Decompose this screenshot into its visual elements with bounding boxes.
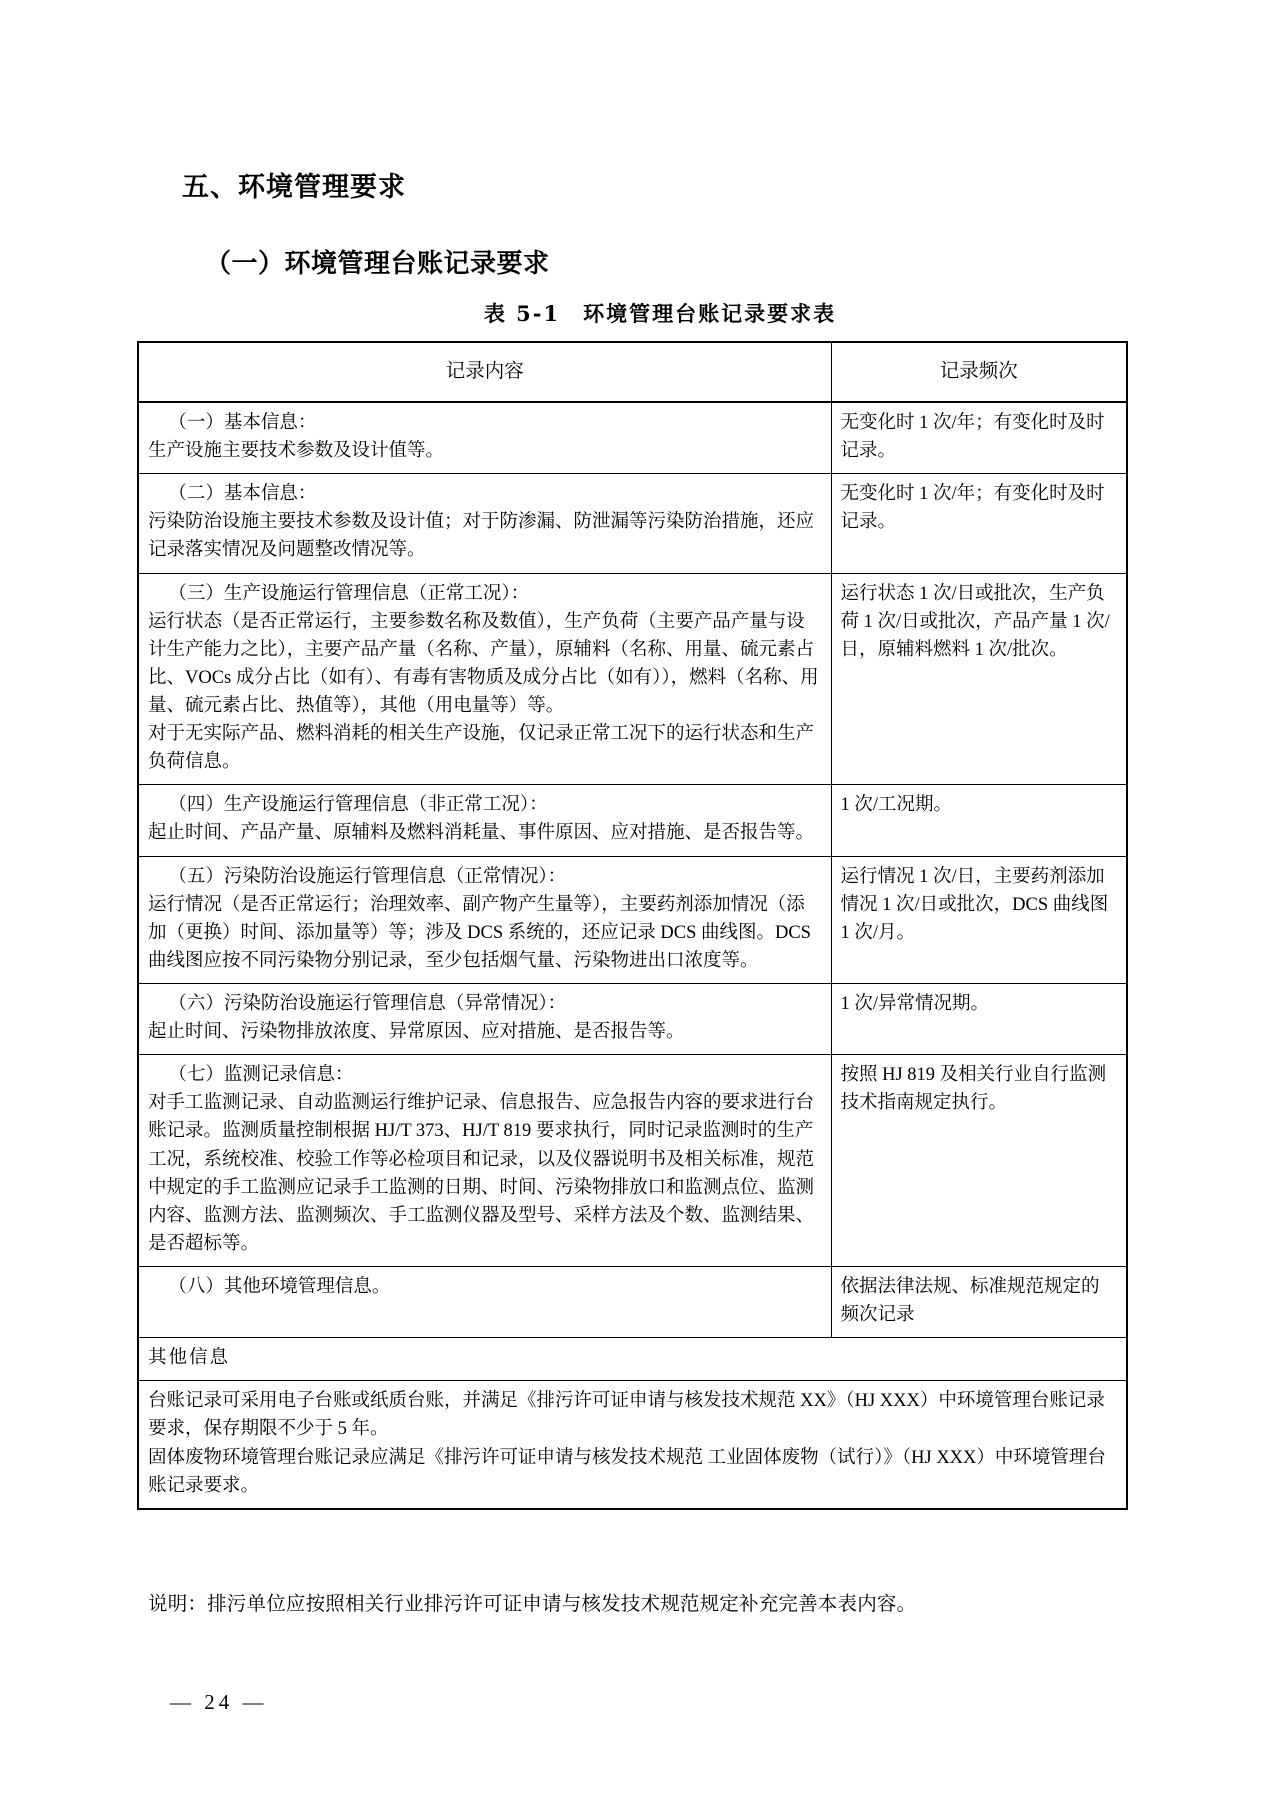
other-info-paragraph: 台账记录可采用电子台账或纸质台账，并满足《排污许可证申请与核发技术规范 XX》（HJ XXX）中环境管理台账记录要求，保存期限不少于 5 年。 <box>148 1391 1105 1440</box>
column-header-content: 记录内容 <box>138 342 831 402</box>
row-title: （六）污染防治设施运行管理信息（异常情况）： <box>168 993 567 1014</box>
table-row <box>138 573 1127 785</box>
row-content-cell <box>138 983 831 1054</box>
other-info-paragraph: 固体废物环境管理台账记录应满足《排污许可证申请与核发技术规范 工业固体废物（试行）》（HJ XXX）中环境管理台账记录要求。 <box>148 1447 1106 1496</box>
row-title: （二）基本信息： <box>168 484 317 505</box>
other-info-body <box>138 1381 1127 1509</box>
table-row <box>138 983 1127 1054</box>
row-body-line: 运行状态（是否正常运行，主要参数名称及数值），生产负荷（主要产品产量与设计生产能力之比），主要产品产量（名称、产量），原辅料（名称、用量、硫元素占比、VOCs 成分占比（如有）、有毒有害物质及成分占比（如有）），燃料（名称、用量、硫元素占比、热值等），其他（用电量等）等。 <box>148 611 819 716</box>
ledger-table <box>137 341 1128 1510</box>
table-row <box>138 474 1127 573</box>
row-frequency-cell: 1 次/工况期。 <box>831 785 1127 856</box>
row-body-line: 污染防治设施主要技术参数及设计值；对于防渗漏、防泄漏等污染防治措施，还应记录落实情况及问题整改情况等。 <box>148 512 815 561</box>
row-body-line: 对手工监测记录、自动监测运行维护记录、信息报告、应急报告内容的要求进行台账记录。监测质量控制根据 HJ/T 373、HJ/T 819 要求执行，同时记录监测时的生产工况，系统校准、校验工作等必检项目和记录，以及仪器说明书及相关标准，规范中规定的手工监测应记录手工监测的日期、时间、污染物排放口和监测点位、监测内容、监测方法、监测频次、手工监测仪器及型号、采样方法及个数、监测结果、是否超标等。 <box>148 1093 815 1254</box>
row-frequency-cell: 无变化时 1 次/年；有变化时及时记录。 <box>831 474 1127 573</box>
row-content-cell <box>138 573 831 785</box>
row-frequency-cell: 按照 HJ 819 及相关行业自行监测技术指南规定执行。 <box>831 1055 1127 1267</box>
row-content-cell <box>138 856 831 983</box>
row-body-line: 起止时间、污染物排放浓度、异常原因、应对措施、是否报告等。 <box>148 1022 685 1043</box>
row-title: （三）生产设施运行管理信息（正常工况）： <box>168 583 530 604</box>
row-title: （一）基本信息： <box>168 413 317 433</box>
other-info-body-row <box>138 1381 1127 1509</box>
column-header-frequency: 记录频次 <box>831 342 1127 402</box>
row-content-cell <box>138 1266 831 1337</box>
other-info-header-row <box>138 1338 1127 1381</box>
row-frequency-cell: 无变化时 1 次/年；有变化时及时记录。 <box>831 402 1127 474</box>
row-content-cell <box>138 785 831 856</box>
row-frequency-cell: 依据法律法规、标准规范规定的频次记录 <box>831 1266 1127 1337</box>
table-row <box>138 785 1127 856</box>
table-row <box>138 1055 1127 1267</box>
row-title: （七）监测记录信息： <box>168 1065 354 1086</box>
table-footnote: 说明：排污单位应按照相关行业排污许可证申请与核发技术规范规定补充完善本表内容。 <box>148 1594 917 1615</box>
page-number: — 24 — <box>170 1690 268 1714</box>
table-row <box>138 402 1127 474</box>
row-content-cell <box>138 402 831 474</box>
row-frequency-cell: 1 次/异常情况期。 <box>831 983 1127 1054</box>
row-title: （四）生产设施运行管理信息（非正常工况）： <box>168 795 548 816</box>
other-info-heading: 其他信息 <box>138 1338 1127 1381</box>
row-content-cell <box>138 1055 831 1267</box>
row-frequency-cell: 运行状态 1 次/日或批次，生产负荷 1 次/日或批次，产品产量 1 次/日，原辅料燃料 1 次/批次。 <box>831 573 1127 785</box>
row-body-line: 运行情况（是否正常运行；治理效率、副产物产生量等），主要药剂添加情况（添加（更换）时间、添加量等）等；涉及 DCS 系统的，还应记录 DCS 曲线图。DCS 曲线图应按不同污染物分别记录，至少包括烟气量、污染物进出口浓度等。 <box>148 894 811 971</box>
row-body-line: 对于无实际产品、燃料消耗的相关生产设施，仅记录正常工况下的运行状态和生产负荷信息。 <box>148 724 815 773</box>
table-header-row <box>138 342 1127 402</box>
row-frequency-cell: 运行情况 1 次/日，主要药剂添加情况 1 次/日或批次，DCS 曲线图 1 次/月。 <box>831 856 1127 983</box>
row-title: （五）污染防治设施运行管理信息（正常情况）： <box>168 866 567 887</box>
subsection-heading: （一）环境管理台账记录要求 <box>205 249 550 279</box>
table-row <box>138 1266 1127 1337</box>
table-caption: 表 5-1 环境管理台账记录要求表 <box>483 301 837 326</box>
ledger-table-wrapper <box>137 341 1126 1510</box>
row-body-line: 生产设施主要技术参数及设计值等。 <box>148 441 445 462</box>
table-row <box>138 856 1127 983</box>
row-body-line: 起止时间、产品产量、原辅料及燃料消耗量、事件原因、应对措施、是否报告等。 <box>148 823 815 844</box>
row-title: （八）其他环境管理信息。 <box>168 1276 391 1297</box>
page-title: 五、环境管理要求 <box>182 172 406 202</box>
row-content-cell <box>138 474 831 573</box>
